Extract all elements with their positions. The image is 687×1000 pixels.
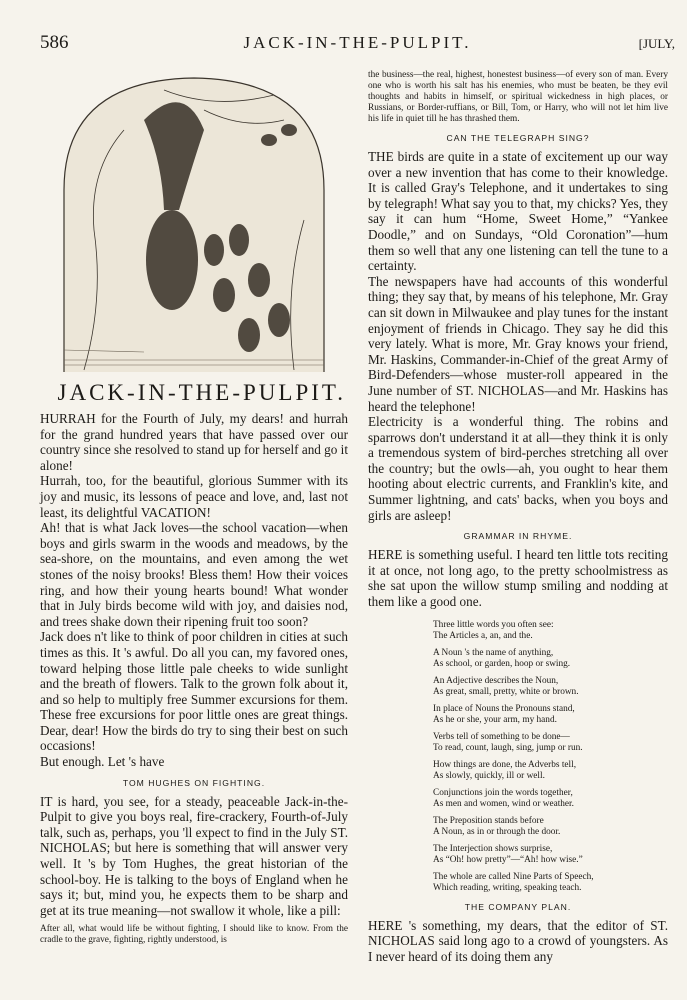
poem-line: A Noun, as in or through the door. [433,826,561,837]
page-header [40,32,675,58]
paragraph: HERE 's something, my dears, that the editor of ST. NICHOLAS said long ago to a crowd of youngsters. As I never heard of its doing them any [368,917,668,964]
poem-stanza [433,760,668,782]
section-title: JACK-IN-THE-PULPIT. [57,380,346,405]
grammar-poem [433,620,668,894]
poem-line: Verbs tell of something to be done— [433,731,570,742]
paragraph: Ah! that is what Jack loves—the school vacation—when boys and girls swarm in the woods and meadows, by the sea-shore, on the mountains, and even among the wet stones of the noisy brooks! Bless them! How their voices ring, and how their young hearts bound! What wonder that in July birds become wild with joy, and daisies nod, and trees shake down their ripening fruit too soon? [40,520,348,629]
poem-line: As “Oh! how pretty”—“Ah! how wise.” [433,854,583,865]
poem-line: To read, count, laugh, sing, jump or run. [433,742,583,753]
paragraph: HURRAH for the Fourth of July, my dears! and hurrah for the grand hundred years that have passed over our country since she resolved to stand up for herself and go it alone! [40,411,348,473]
poem-stanza [433,704,668,726]
section-heading: CAN THE TELEGRAPH SING? [446,133,590,143]
poem-stanza [433,648,668,670]
poem-stanza [433,872,668,894]
poem-line: Which reading, writing, speaking teach. [433,882,582,893]
poem-stanza [433,816,668,838]
left-column [40,70,348,946]
quote-text: After all, what would life be without fighting, I should like to know. From the cradle to the grave, fighting, rightly understood, is [40,924,348,946]
paragraph: Hurrah, too, for the beautiful, glorious Summer with its joy and music, its lessons of peace and love, and, last not least, its delightful VACATION! [40,473,348,520]
poem-stanza [433,732,668,754]
poem-line: A Noun 's the name of anything, [433,647,554,658]
poem-line: The Articles a, an, and the. [433,630,533,641]
paragraph: The newspapers have had accounts of this wonderful thing; they say that, by means of his telephone, Mr. Gray can sit down in Milwaukee and play tunes for the instant enjoyment of friends in Chicago. They say he did this very lately. What is more, Mr. Gray knows your friend, Mr. Haskins, Commander-in-Chief of the great Army of Bird-Defenders—whose muster-roll appeared in the June number of ST. NICHOLAS—and Mr. Haskins has heard the telephone! [368,273,668,414]
poem-line: The Interjection shows surprise, [433,843,553,854]
running-month: [JULY, [638,36,675,51]
poem-line: As men and women, wind or weather. [433,798,574,809]
running-title: JACK-IN-THE-PULPIT. [243,33,472,52]
quote-text: the business—the real, highest, honestest business—of every son of man. Every one who is worth his salt has his enemies, who must be beaten, be they evil thoughts and habits in himself, or spiritual wickedness in high places, or Russians, or Border-ruffians, or Bill, Tom, or Harry, who will not let him live his life in quiet till he has thrashed them. [368,70,668,124]
poem-line: As school, or garden, hoop or swing. [433,658,571,669]
paragraph: But enough. Let 's have [40,754,165,770]
poem-line: The whole are called Nine Parts of Speech, [433,871,594,882]
poem-stanza [433,620,668,642]
poem-line: Three little words you often see: [433,619,554,630]
section-heading: THE COMPANY PLAN. [464,901,572,912]
poem-line: As he or she, your arm, my hand. [433,714,557,725]
poem-line: Conjunctions join the words together, [433,787,573,798]
poem-stanza [433,676,668,698]
poem-line: In place of Nouns the Pronouns stand, [433,703,575,714]
poem-line: How things are done, the Adverbs tell, [433,759,577,770]
poem-line: As great, small, pretty, white or brown. [433,686,579,697]
paragraph: HERE is something useful. I heard ten little tots reciting it at once, not long ago, to the pretty schoolmistress as she sat upon the willow stump smiling and nodding at them like a good one. [368,547,668,610]
paragraph: IT is hard, you see, for a steady, peaceable Jack-in-the-Pulpit to give you boys real, fire-crackery, Fourth-of-July talk, such as, perhaps, you 'll expect to find in the July ST. NICHOLAS; but here is something that will answer very well. It 's by Tom Hughes, the great historian of the school-boy. He is talking to the boys of England when he says it; but, mind you, he expects them to be sharp and get at its true meaning—not swallow it whole, like a pill: [40,793,348,918]
poem-line: The Preposition stands before [433,815,544,826]
section-heading: GRAMMAR IN RHYME. [463,531,573,542]
jack-in-the-pulpit-illustration [44,70,344,372]
poem-line: An Adjective describes the Noun, [433,675,559,686]
poem-stanza [433,788,668,810]
section-heading: TOM HUGHES ON FIGHTING. [122,777,266,788]
page-number: 586 [40,32,69,53]
right-column [368,70,668,964]
paragraph: Electricity is a wonderful thing. The robins and sparrows don't understand it at all—they think it is only a tremendous system of bird-perches stretching all over the country; but the owls—ah, you ought to hear them hooting about electric currents, and Franklin's kite, and Summer lightning, and cats' backs, when you boys and girls are asleep! [368,414,668,523]
poem-stanza [433,844,668,866]
paragraph: Jack does n't like to think of poor children in cities at such times as this. It 's awful. Do all you can, my favored ones, toward helping those little pale cheeks to wide sunlight and the breath of flowers. Talk to the grown folk about it, and so help to multiply free Summer excursions for them. These free excursions for poor little ones are great things. Dear, dear! How the birds do try to sing their best on such occasions! [40,629,348,754]
paragraph: THE birds are quite in a state of excitement up our way over a new invention that has come to their knowledge. It is called Gray's Telephone, and it undertakes to sing by telegraph! What say you to that, my chicks? Yes, they say it can hum “Home, Sweet Home,” “Yankee Doodle,” and on Sundays, “Old Coronation”—hum them so well that any one listening can tell the tune to a certainty. [368,149,668,274]
poem-line: As slowly, quickly, ill or well. [433,770,545,781]
